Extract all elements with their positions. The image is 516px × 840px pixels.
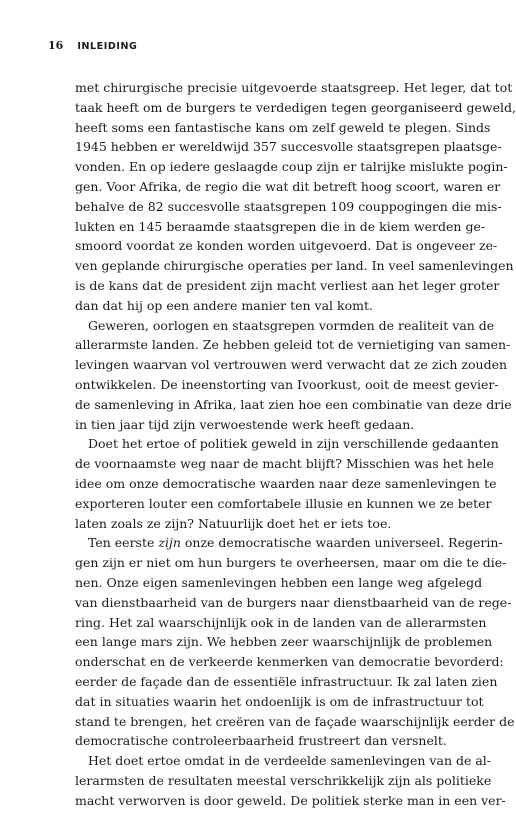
text-line: smoord voordat ze konden worden uitgevoerd. Dat is ongeveer ze-	[75, 238, 498, 254]
text-run: Ten eerste	[88, 535, 159, 551]
text-line: vonden. En op iedere geslaagde coup zijn er talrijke mislukte pogin-	[75, 159, 508, 175]
text-line: is de kans dat de president zijn macht verliest aan het leger groter	[75, 277, 500, 293]
text-run: onze democratische waarden universeel. Regerin-	[184, 535, 503, 551]
text-line: lukten en 145 beraamde staatsgrepen die in de kiem werden ge-	[75, 218, 486, 234]
text-line: Geweren, oorlogen en staatsgrepen vormden de realiteit van de	[88, 317, 495, 333]
text-line: ven geplande chirurgische operaties per land. In veel samenlevingen	[75, 258, 514, 274]
text-line: ring. Het zal waarschijnlijk ook in de landen van de allerarmsten	[75, 614, 487, 630]
text-line: gen zijn er niet om hun burgers te overheersen, maar om die te die-	[75, 555, 507, 571]
running-head	[48, 39, 137, 55]
text-line: behalve de 82 succesvolle staatsgrepen 109 couppogingen die mis-	[75, 198, 502, 214]
text-line: Het doet ertoe omdat in de verdeelde samenlevingen van de al-	[88, 753, 492, 769]
text-line: ontwikkelen. De ineenstorting van Ivoorkust, ooit de meest gevier-	[75, 376, 499, 392]
text-line: allerarmste landen. Ze hebben geleid tot de vernietiging van samen-	[75, 337, 511, 353]
text-line: met chirurgische precisie uitgevoerde staatsgreep. Het leger, dat tot	[75, 80, 513, 95]
text-line: levingen waarvan vol vertrouwen werd verwacht dat ze zich zouden	[75, 357, 508, 373]
emphasized-word: zijn	[158, 535, 181, 551]
text-line: 1945 hebben er wereldwijd 357 succesvolle staatsgrepen plaatsge-	[75, 139, 502, 155]
text-line: exporteren louter een comfortabele illusie en kunnen we ze beter	[75, 495, 492, 511]
text-line: gen. Voor Afrika, de regio die wat dit betreft hoog scoort, waren er	[75, 178, 501, 194]
text-line: de samenleving in Afrika, laat zien hoe een combinatie van deze drie	[75, 396, 512, 412]
text-line: laten zoals ze zijn? Natuurlijk doet het er iets toe.	[75, 515, 392, 531]
text-line: lerarmsten de resultaten meestal verschrikkelijk zijn als politieke	[75, 772, 492, 788]
text-line: idee om onze democratische waarden naar deze samenlevingen te	[75, 475, 497, 491]
text-line: van dienstbaarheid van de burgers naar dienstbaarheid van de rege-	[75, 594, 512, 610]
text-line: Doet het ertoe of politiek geweld in zijn verschillende gedaanten	[88, 436, 499, 452]
text-line: stand te brengen, het creëren van de façade waarschijnlijk eerder de	[75, 713, 515, 729]
text-line: onderschat en de verkeerde kenmerken van democratie bevorderd:	[75, 654, 504, 670]
text-line: heeft soms een fantastische kans om zelf geweld te plegen. Sinds	[75, 119, 491, 135]
text-line: dat in situaties waarin het ondoenlijk is om de infrastructuur tot	[75, 693, 484, 709]
text-line	[75, 533, 503, 553]
text-line: in tien jaar tijd zijn verwoestende werk heeft gedaan.	[75, 416, 415, 432]
body-text	[75, 78, 516, 810]
text-line: eerder de façade dan de essentiële infrastructuur. Ik zal laten zien	[75, 673, 498, 689]
text-line: de voornaamste weg naar de macht blijft? Misschien was het hele	[75, 456, 494, 472]
page-number: 16	[48, 39, 64, 52]
text-line: macht verworven is door geweld. De politiek sterke man in een ver-	[75, 792, 506, 808]
text-line: nen. Onze eigen samenlevingen hebben een lange weg afgelegd	[75, 574, 483, 590]
text-line: dan dat hij op een andere manier ten val komt.	[75, 297, 373, 313]
text-line: een lange mars zijn. We hebben zeer waarschijnlijk de problemen	[75, 634, 493, 650]
text-line: taak heeft om de burgers te verdedigen tegen georganiseerd geweld,	[75, 99, 516, 115]
section-title: INLEIDING	[77, 41, 138, 52]
text-line: democratische controleerbaarheid frustreert dan versnelt.	[75, 733, 447, 749]
